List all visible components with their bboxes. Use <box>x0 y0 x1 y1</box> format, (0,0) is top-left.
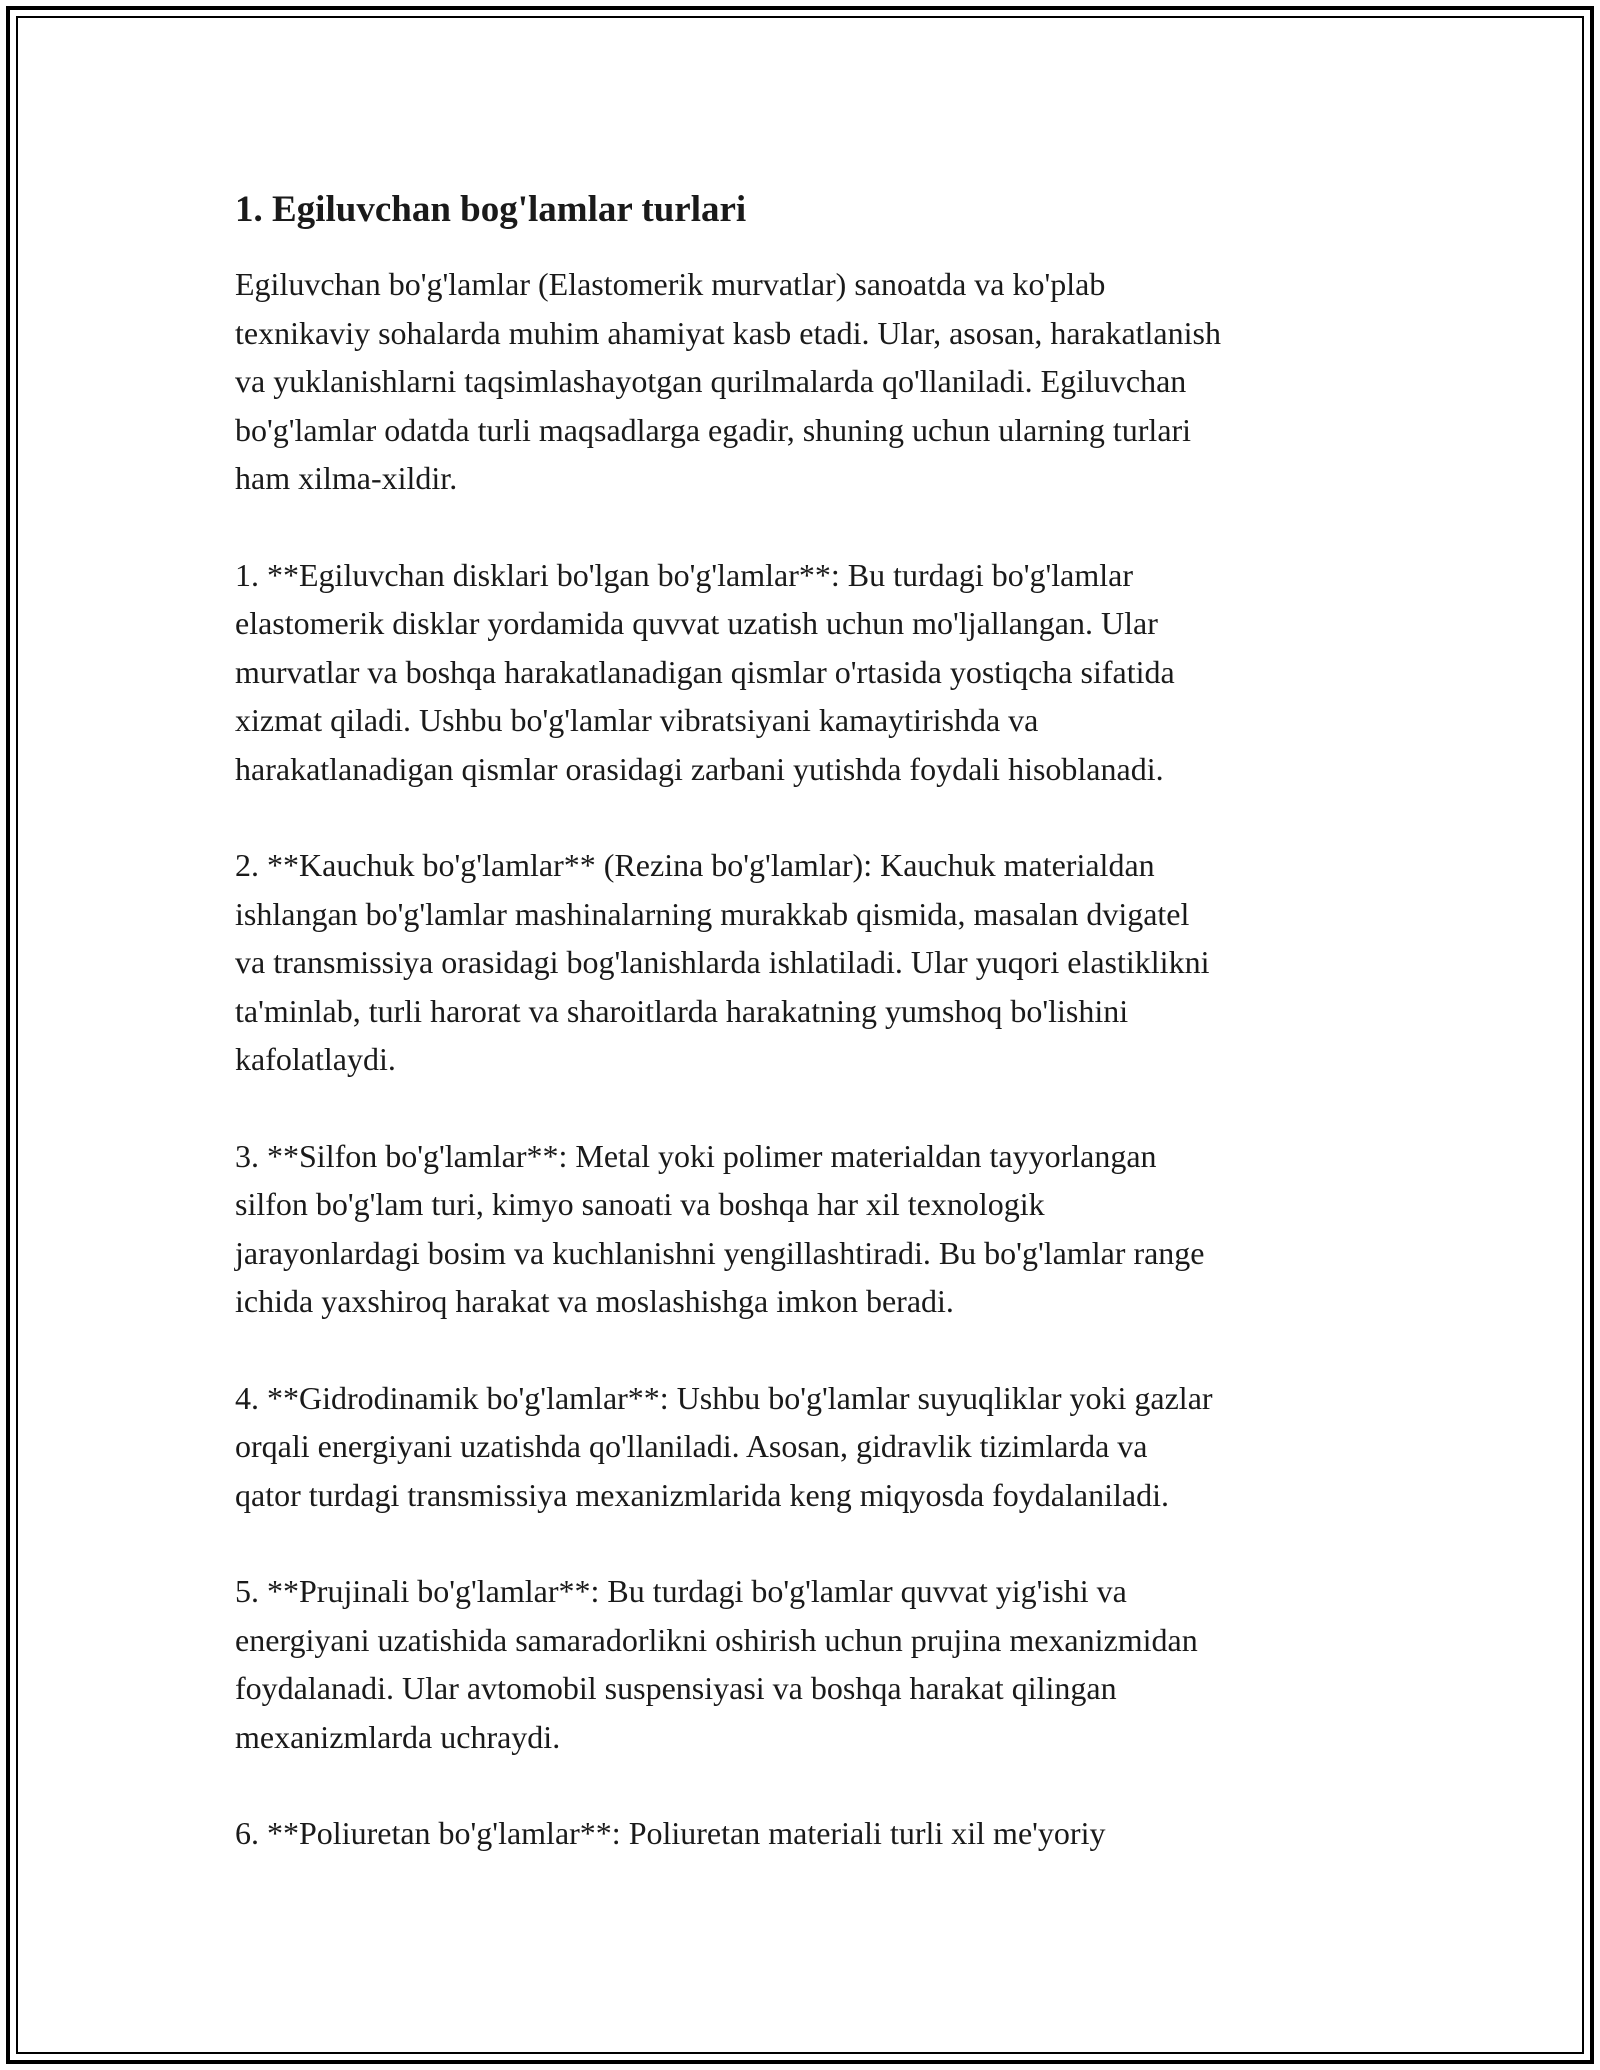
document-title: 1. Egiluvchan bog'lamlar turlari <box>235 189 747 230</box>
list-item-bellows: 3. **Silfon bo'g'lamlar**: Metal yoki polimer materialdan tayyorlangan silfon bo'g'lam turi, kimyo sanoati va boshqa har xil texnologik jarayonlardagi bosim va kuchlanishni yengillashtiradi. Bu bo'g'lamlar range ichida yaxshiroq harakat va moslashishga imkon beradi. <box>235 1137 1205 1320</box>
document-body <box>235 186 1375 1906</box>
intro-paragraph: Egiluvchan bo'g'lamlar (Elastomerik murvatlar) sanoatda va ko'plab texnikaviy sohalarda muhim ahamiyat kasb etadi. Ular, asosan, harakatlanish va yuklanishlarni taqsimlashayotgan qurilmalarda qo'llaniladi. Egiluvchan bo'g'lamlar odatda turli maqsadlarga egadir, shuning uchun ularning turlari ham xilma-xildir. <box>235 266 1221 497</box>
list-item-rubber: 2. **Kauchuk bo'g'lamlar** (Rezina bo'g'lamlar): Kauchuk materialdan ishlangan bo'g'lamlar mashinalarning murakkab qismida, masalan dvigatel va transmissiya orasidagi bog'lanishlarda ishlatiladi. Ular yuqori elastiklikni ta'minlab, turli harorat va sharoitlarda harakatning yumshoq bo'lishini kafolatlaydi. <box>235 847 1210 1078</box>
list-item-hydrodynamic: 4. **Gidrodinamik bo'g'lamlar**: Ushbu bo'g'lamlar suyuqliklar yoki gazlar orqali energiyani uzatishda qo'llaniladi. Asosan, gidravlik tizimlarda va qator turdagi transmissiya mexanizmlarida keng miqyosda foydalaniladi. <box>235 1379 1213 1513</box>
list-item-spring: 5. **Prujinali bo'g'lamlar**: Bu turdagi bo'g'lamlar quvvat yig'ishi va energiyani uzatishida samaradorlikni oshirish uchun prujina mexanizmidan foydalanadi. Ular avtomobil suspensiyasi va boshqa harakat qilingan mexanizmlarda uchraydi. <box>235 1573 1198 1755</box>
list-item-flexible-discs: 1. **Egiluvchan disklari bo'lgan bo'g'lamlar**: Bu turdagi bo'g'lamlar elastomerik disklar yordamida quvvat uzatish uchun mo'ljallangan. Ular murvatlar va boshqa harakatlanadigan qismlar o'rtasida yostiqcha sifatida xizmat qiladi. Ushbu bo'g'lamlar vibratsiyani kamaytirishda va harakatlanadigan qismlar orasidagi zarbani yutishda foydali hisoblanadi. <box>235 556 1175 787</box>
list-item-polyurethane: 6. **Poliuretan bo'g'lamlar**: Poliuretan materiali turli xil me'yoriy <box>235 1815 1106 1852</box>
